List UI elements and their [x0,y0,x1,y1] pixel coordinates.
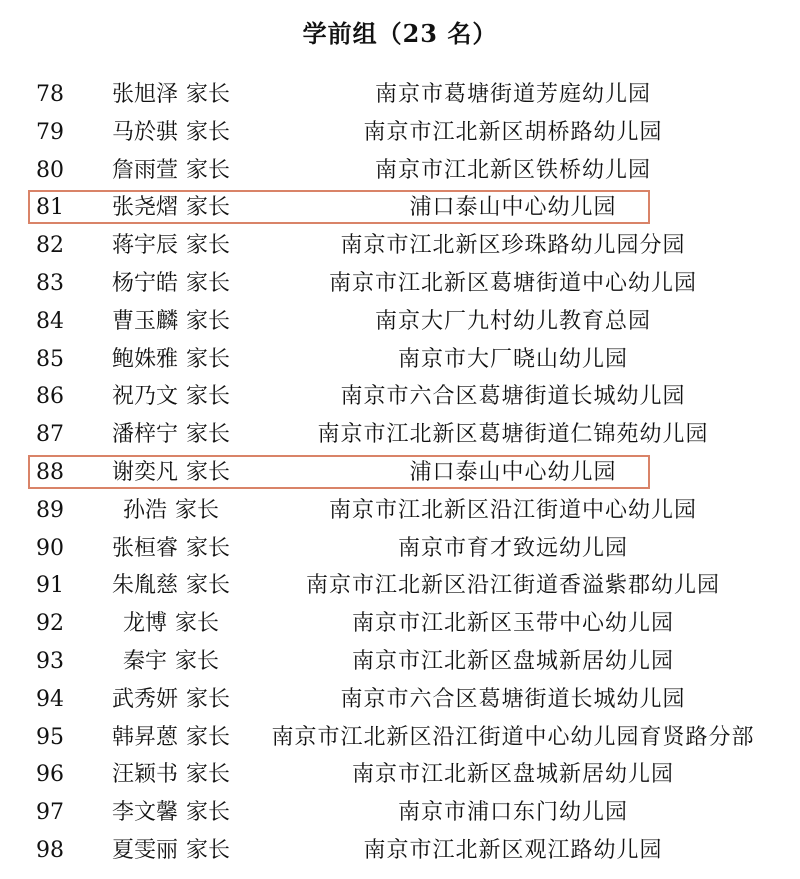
person [96,756,246,794]
person-role: 家长 [186,724,231,750]
school-name: 浦口泰山中心幼儿园 [409,459,617,485]
person [96,76,246,114]
list-item-highlighted [0,454,800,492]
list-item [0,605,800,643]
person-role: 家长 [186,233,231,259]
person-name: 鲍姝雅 [111,346,178,372]
person-role: 家长 [186,384,231,410]
list-item [0,756,800,794]
person-role: 家长 [186,686,231,712]
person-name: 杨宁皓 [111,270,178,296]
row-number: 92 [36,611,64,637]
school-name: 南京市浦口东门幼儿园 [397,800,628,826]
person [96,794,246,832]
person-role: 家长 [186,82,231,107]
person-role: 家长 [186,119,231,145]
school-name: 南京市江北新区沿江街道香溢紫郡幼儿园 [305,573,720,599]
row-number: 90 [36,535,64,561]
row-number: 91 [36,573,64,599]
list-item [0,681,800,719]
person [96,719,246,757]
person-name: 张尧熠 [111,195,178,221]
school-name: 南京市育才致远幼儿园 [397,535,628,561]
row-number: 96 [36,762,64,788]
list-item [0,303,800,341]
person-name: 马於骐 [111,119,178,145]
list-item [0,378,800,416]
person-role: 家长 [186,157,231,183]
row-number: 87 [36,422,64,448]
person-role: 家长 [186,762,231,788]
list-item [0,341,800,379]
person [96,492,246,530]
person [96,152,246,190]
person-role: 家长 [186,308,231,334]
school-name: 南京市江北新区珍珠路幼儿园分园 [340,233,686,259]
person [96,378,246,416]
person-role: 家长 [186,346,231,372]
person-role: 家长 [186,459,231,485]
person-role: 家长 [186,800,231,826]
page-title: 学前组（23 名） [302,19,498,48]
school-name: 南京市江北新区葛塘街道仁锦苑幼儿园 [317,422,709,448]
row-number: 79 [36,119,64,145]
list-item [0,567,800,605]
person-role: 家长 [186,837,231,863]
school-name: 南京市江北新区盘城新居幼儿园 [351,648,674,674]
person-name: 詹雨萱 [111,157,178,183]
person [96,832,246,870]
person-role: 家长 [186,195,231,221]
person-role: 家长 [175,611,220,637]
person-name: 韩昇蒽 [111,724,178,750]
person-name: 龙博 [122,611,167,637]
row-number: 89 [36,497,64,523]
row-number: 88 [36,459,64,485]
row-number: 94 [36,686,64,712]
row-number: 97 [36,800,64,826]
person [96,341,246,379]
school-name: 南京市江北新区铁桥幼儿园 [374,157,651,183]
person-role: 家长 [186,270,231,296]
person-name: 潘梓宁 [111,422,178,448]
list-item [0,530,800,568]
person-role: 家长 [186,422,231,448]
list-item [0,719,800,757]
person [96,227,246,265]
list-item-highlighted [0,189,800,227]
row-number: 84 [36,308,64,334]
school-name: 南京市大厂晓山幼儿园 [397,346,628,372]
person [96,303,246,341]
row-number: 95 [36,724,64,750]
list-item [0,794,800,832]
person-name: 汪颖书 [111,762,178,788]
list-item [0,227,800,265]
row-number: 93 [36,648,64,674]
person-name: 夏雯丽 [111,837,178,863]
award-list [0,76,800,870]
person [96,605,246,643]
person-name: 张旭泽 [111,82,178,107]
person-role: 家长 [175,648,220,674]
school-name: 南京市江北新区胡桥路幼儿园 [363,119,663,145]
row-number: 85 [36,346,64,372]
list-item [0,643,800,681]
person [96,265,246,303]
list-item [0,265,800,303]
school-name: 南京市江北新区葛塘街道中心幼儿园 [328,270,697,296]
school-name: 南京市江北新区盘城新居幼儿园 [351,762,674,788]
person-name: 秦宇 [122,648,167,674]
school-name: 南京市六合区葛塘街道长城幼儿园 [340,686,686,712]
person [96,681,246,719]
person [96,567,246,605]
person-role: 家长 [175,497,220,523]
person-name: 孙浩 [122,497,167,523]
person-role: 家长 [186,573,231,599]
row-number: 78 [36,82,64,107]
row-number: 81 [36,195,64,221]
person [96,530,246,568]
person-name: 谢奕凡 [111,459,178,485]
school-name: 南京市六合区葛塘街道长城幼儿园 [340,384,686,410]
row-number: 82 [36,233,64,259]
person-name: 张桓睿 [111,535,178,561]
list-item [0,416,800,454]
list-item [0,492,800,530]
school-name: 南京市江北新区沿江街道中心幼儿园育贤路分部 [271,724,755,750]
row-number: 86 [36,384,64,410]
person-name: 祝乃文 [111,384,178,410]
person-role: 家长 [186,535,231,561]
person [96,114,246,152]
person [96,189,246,227]
person-name: 武秀妍 [111,686,178,712]
person [96,416,246,454]
person [96,454,246,492]
school-name: 南京大厂九村幼儿教育总园 [374,308,651,334]
row-number: 83 [36,270,64,296]
row-number: 98 [36,837,64,863]
school-name: 南京市江北新区观江路幼儿园 [363,837,663,863]
person-name: 李文馨 [111,800,178,826]
list-item [0,832,800,870]
school-name: 南京市葛塘街道芳庭幼儿园 [374,82,651,107]
list-item [0,152,800,190]
school-name: 浦口泰山中心幼儿园 [409,195,617,221]
person [96,643,246,681]
list-item [0,114,800,152]
school-name: 南京市江北新区玉带中心幼儿园 [351,611,674,637]
row-number: 80 [36,157,64,183]
person-name: 曹玉麟 [111,308,178,334]
person-name: 朱胤慈 [111,573,178,599]
person-name: 蒋宇辰 [111,233,178,259]
school-name: 南京市江北新区沿江街道中心幼儿园 [328,497,697,523]
list-item [0,76,800,114]
